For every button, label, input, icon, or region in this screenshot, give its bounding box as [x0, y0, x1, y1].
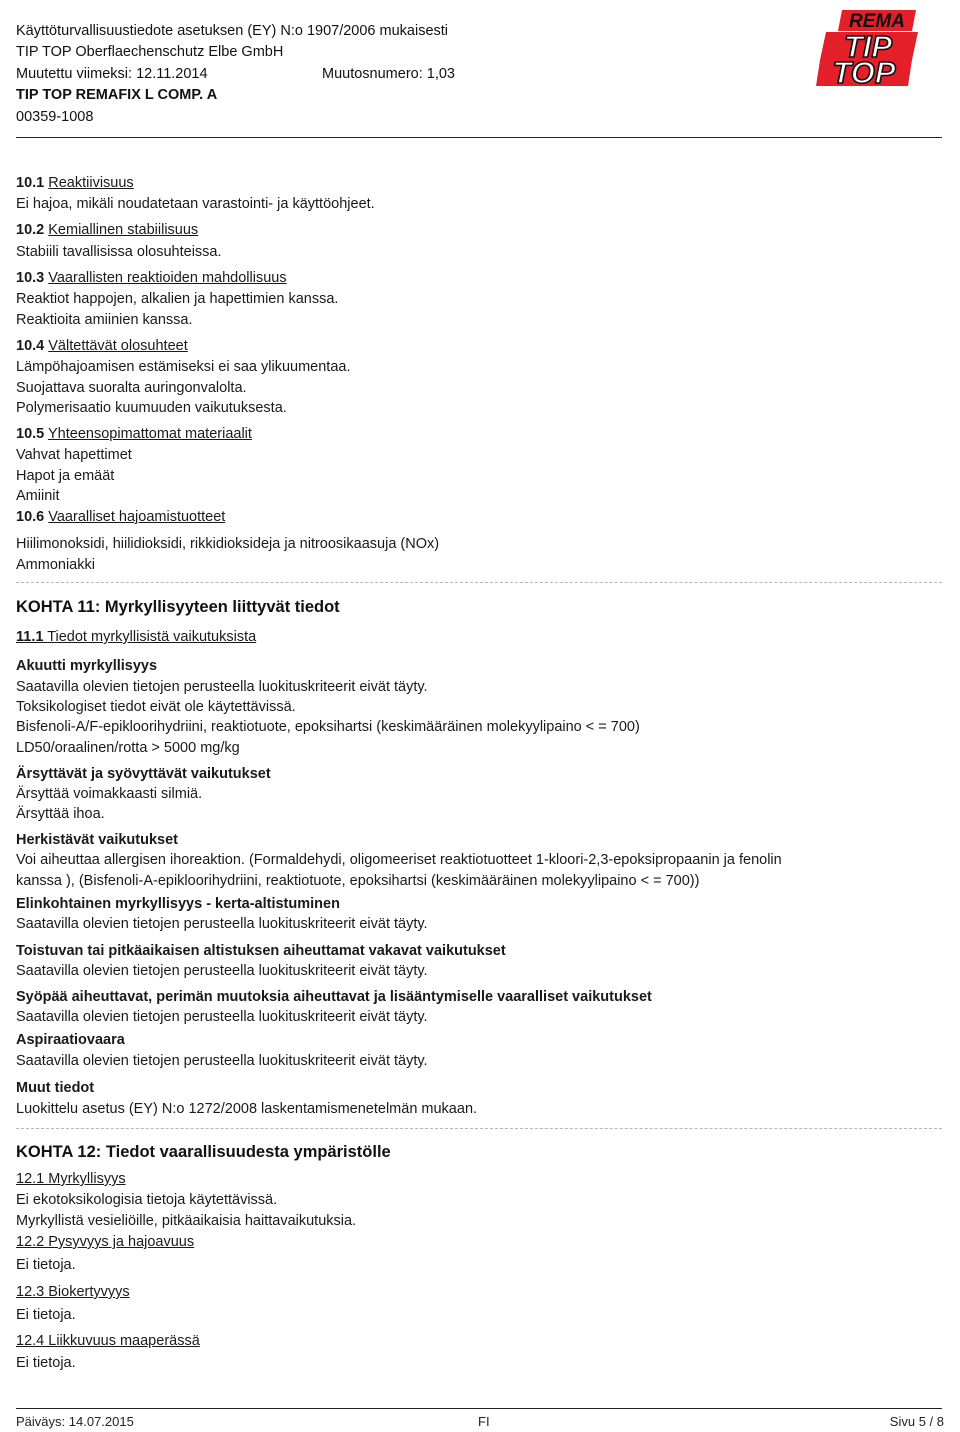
- heading-text: Yhteensopimattomat materiaalit: [48, 426, 252, 442]
- text-10-6a: Hiilimonoksidi, hiilidioksidi, rikkidioksideja ja nitroosikaasuja (NOx): [16, 536, 440, 552]
- footer-divider: [16, 1408, 942, 1409]
- irritation-text-2: Ärsyttää ihoa.: [16, 806, 105, 822]
- heading-number: 10.4: [16, 338, 45, 354]
- heading-10-3: [16, 270, 287, 286]
- heading-10-2: [16, 222, 198, 238]
- stot-repeated-text: Saatavilla olevien tietojen perusteella luokituskriteerit eivät täyty.: [16, 963, 428, 979]
- sensitization-text-1: Voi aiheuttaa allergisen ihoreaktion. (Formaldehydi, oligomeeriset reaktiotuotteet 1-kloori-2,3-epoksipropaanin ja fenolin: [16, 852, 782, 868]
- heading-text: Kemiallinen stabiilisuus: [48, 222, 199, 238]
- text-10-1: Ei hajoa, mikäli noudatetaan varastointi- ja käyttöohjeet.: [16, 196, 375, 212]
- aspiration-text: Saatavilla olevien tietojen perusteella luokituskriteerit eivät täyty.: [16, 1053, 428, 1069]
- sensitization-title: Herkistävät vaikutukset: [16, 832, 178, 848]
- other-info-title: Muut tiedot: [16, 1080, 95, 1096]
- rema-tip-top-logo: [812, 2, 932, 90]
- text-10-6b: Ammoniakki: [16, 557, 95, 573]
- stot-repeated-title: Toistuvan tai pitkäaikaisen altistuksen aiheuttamat vakavat vaikutukset: [16, 943, 506, 959]
- header-revision: Muutosnumero: 1,03: [322, 66, 455, 82]
- heading-12-3: 12.3 Biokertyvyys: [16, 1284, 130, 1300]
- text-10-3b: Reaktioita amiinien kanssa.: [16, 312, 193, 328]
- heading-number: 10.6: [16, 509, 45, 525]
- heading-12-2: 12.2 Pysyvyys ja hajoavuus: [16, 1234, 195, 1250]
- text-12-1a: Ei ekotoksikologisia tietoja käytettävissä.: [16, 1192, 278, 1208]
- irritation-title: Ärsyttävät ja syövyttävät vaikutukset: [16, 766, 271, 782]
- footer-page-number: Sivu 5 / 8: [889, 1414, 944, 1429]
- heading-11-1: [16, 629, 256, 645]
- heading-12-4: 12.4 Liikkuvuus maaperässä: [16, 1333, 200, 1349]
- section-12-title: KOHTA 12: Tiedot vaarallisuudesta ympäristölle: [16, 1143, 391, 1161]
- heading-text: Tiedot myrkyllisistä vaikutuksista: [47, 629, 257, 645]
- section-divider: [16, 582, 942, 583]
- header-regulation: Käyttöturvallisuustiedote asetuksen (EY) N:o 1907/2006 mukaisesti: [16, 23, 449, 39]
- text-10-5a: Vahvat hapettimet: [16, 447, 132, 463]
- header-modified-date: Muutettu viimeksi: 12.11.2014: [16, 66, 208, 82]
- section-divider: [16, 1128, 942, 1129]
- acute-text-1: Saatavilla olevien tietojen perusteella luokituskriteerit eivät täyty.: [16, 679, 428, 695]
- heading-12-1: 12.1 Myrkyllisyys: [16, 1171, 126, 1187]
- text-12-3: Ei tietoja.: [16, 1307, 76, 1323]
- text-12-2: Ei tietoja.: [16, 1257, 76, 1273]
- heading-number: 10.1: [16, 175, 45, 191]
- heading-10-5: [16, 426, 252, 442]
- cmr-title: Syöpää aiheuttavat, perimän muutoksia aiheuttavat ja lisääntymiselle vaaralliset vaikutukset: [16, 989, 652, 1005]
- heading-text: Vältettävät olosuhteet: [48, 338, 188, 354]
- text-12-1b: Myrkyllistä vesieliöille, pitkäaikaisia haittavaikutuksia.: [16, 1213, 357, 1229]
- header-product-code: 00359-1008: [16, 109, 94, 125]
- acute-toxicity-title: Akuutti myrkyllisyys: [16, 658, 158, 674]
- heading-number: 10.2: [16, 222, 45, 238]
- heading-text: Vaaralliset hajoamistuotteet: [48, 509, 226, 525]
- footer-date: Päiväys: 14.07.2015: [16, 1414, 134, 1429]
- stot-single-title: Elinkohtainen myrkyllisyys - kerta-altistuminen: [16, 896, 340, 912]
- text-10-2: Stabiili tavallisissa olosuhteissa.: [16, 244, 222, 260]
- footer-language: FI: [478, 1414, 490, 1429]
- text-10-3a: Reaktiot happojen, alkalien ja hapettimien kanssa.: [16, 291, 339, 307]
- heading-number: 11.1: [16, 629, 44, 645]
- irritation-text-1: Ärsyttää voimakkaasti silmiä.: [16, 786, 203, 802]
- heading-text: Vaarallisten reaktioiden mahdollisuus: [48, 270, 287, 286]
- header-product-name: TIP TOP REMAFIX L COMP. A: [16, 87, 218, 103]
- sensitization-text-2: kanssa ), (Bisfenoli-A-epikloorihydriini, reaktiotuote, epoksihartsi (keskimääräinen molekyylipaino < = 700)): [16, 873, 700, 889]
- acute-text-4: LD50/oraalinen/rotta > 5000 mg/kg: [16, 740, 240, 756]
- other-info-text: Luokittelu asetus (EY) N:o 1272/2008 laskentamismenetelmän mukaan.: [16, 1101, 478, 1117]
- header-divider: [16, 137, 942, 138]
- acute-text-2: Toksikologiset tiedot eivät ole käytettävissä.: [16, 699, 296, 715]
- aspiration-title: Aspiraatiovaara: [16, 1032, 125, 1048]
- text-10-4a: Lämpöhajoamisen estämiseksi ei saa ylikuumentaa.: [16, 359, 351, 375]
- cmr-text: Saatavilla olevien tietojen perusteella luokituskriteerit eivät täyty.: [16, 1009, 428, 1025]
- text-10-4c: Polymerisaatio kuumuuden vaikutuksesta.: [16, 400, 287, 416]
- section-11-title: KOHTA 11: Myrkyllisyyteen liittyvät tiedot: [16, 598, 340, 616]
- logo-text-tip: TIP: [843, 29, 893, 64]
- logo-text-rema: REMA: [849, 11, 905, 32]
- heading-number: 10.3: [16, 270, 45, 286]
- logo-text-top: TOP: [832, 55, 896, 90]
- text-10-5b: Hapot ja emäät: [16, 468, 115, 484]
- heading-10-4: [16, 338, 188, 354]
- text-10-4b: Suojattava suoralta auringonvalolta.: [16, 380, 247, 396]
- heading-10-6: [16, 509, 225, 525]
- heading-text: Reaktiivisuus: [48, 175, 134, 191]
- stot-single-text: Saatavilla olevien tietojen perusteella luokituskriteerit eivät täyty.: [16, 916, 428, 932]
- header-company: TIP TOP Oberflaechenschutz Elbe GmbH: [16, 44, 284, 60]
- acute-text-3: Bisfenoli-A/F-epikloorihydriini, reaktiotuote, epoksihartsi (keskimääräinen molekyylipaino < = 700): [16, 719, 640, 735]
- heading-number: 10.5: [16, 426, 45, 442]
- text-10-5c: Amiinit: [16, 488, 60, 504]
- text-12-4: Ei tietoja.: [16, 1355, 76, 1371]
- heading-10-1: [16, 175, 134, 191]
